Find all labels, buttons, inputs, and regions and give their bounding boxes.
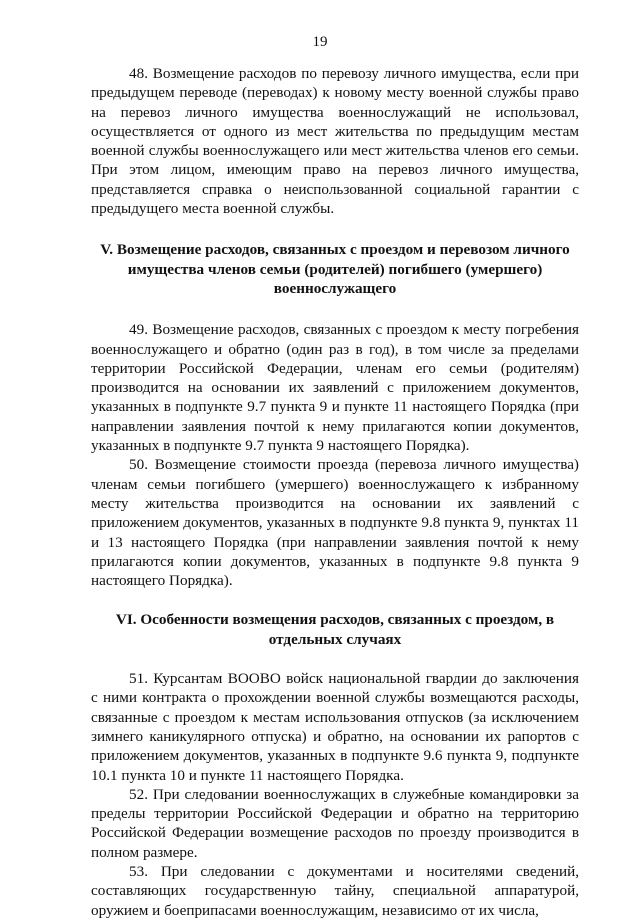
page-number: 19 [312,34,328,50]
paragraph-52: 52. При следовании военнослужащих в служебные командировки за пределы территории Российской Федерации и обратно на территорию Российской Федерации возмещение расходов по проезду производится в полном размере. [91,785,579,861]
paragraph-48: 48. Возмещение расходов по перевозу личного имущества, если при предыдущем переводе (переводах) к новому месту военной службы право на перевоз личного имущества военнослужащий не использовал, осуществляется от одного из мест жительства по предыдущим местам военной службы военнослужащего или мест жительства членов его семьи. При этом лицом, имеющим право на перевоз личного имущества, представляется справка о неиспользованной социальной гарантии с предыдущего места военной службы. [91,65,579,218]
paragraph-49: 49. Возмещение расходов, связанных с проездом к месту погребения военнослужащего и обратно (один раз в год), в том числе за пределами территории Российской Федерации, членам его семьи (родителям) производится на основании их заявлений с приложением документов, указанных в подпункте 9.7 пункта 9 и пункте 11 настоящего Порядка (при направлении заявления почтой к нему прилагаются копии документов, указанных в подпункте 9.7 пункта 9 настоящего Порядка). [91,321,579,455]
paragraph-53: 53. При следовании с документами и носителями сведений, составляющих государственную тайну, специальной аппаратурой, оружием и боеприпасами военнослужащим, независимо от их числа, [91,862,579,919]
section-heading-v: V. Возмещение расходов, связанных с проездом и перевозом личного имущества членов семьи (родителей) погибшего (умершего) военнослужащего [100,241,570,297]
section-heading-vi: VI. Особенности возмещения расходов, связанных с проездом, в отдельных случаях [115,611,555,648]
paragraph-50: 50. Возмещение стоимости проезда (перевоза личного имущества) членам семьи погибшего (умершего) военнослужащего к избранному месту жительства производится на основании их заявлений с приложением документов, указанных в подпункте 9.8 пункта 9, пунктах 11 и 13 настоящего Порядка (при направлении заявления почтой к нему прилагаются копии документов, указанных в подпункте 9.8 пункта 9 настоящего Порядка). [91,456,579,590]
paragraph-51: 51. Курсантам ВООВО войск национальной гвардии до заключения с ними контракта о прохождении военной службы возмещаются расходы, связанные с проездом к местам использования отпусков (за исключением зимнего каникулярного отпуска) и обратно, на основании их рапортов с приложением документов, указанных в подпункте 9.6 пункта 9, подпункте 10.1 пункта 10 и пункте 11 настоящего Порядка. [91,670,579,784]
document-body [91,64,579,920]
